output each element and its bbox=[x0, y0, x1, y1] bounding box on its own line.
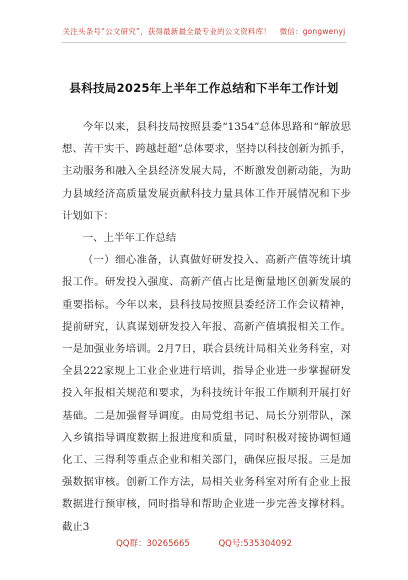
section-heading: 一、上半年工作总结 bbox=[82, 232, 177, 245]
footer-qq-group: QQ群：30265665 bbox=[116, 539, 190, 549]
footer-contact bbox=[0, 537, 408, 549]
document-body bbox=[62, 116, 351, 538]
footer-qq-number: QQ号:535304092 bbox=[218, 539, 292, 549]
header-promo-text: 关注头条号“公文研究”，获得最新最全最专业的公文资料库！ bbox=[62, 27, 271, 36]
document-title: 县科技局2025年上半年工作总结和下半年工作计划 bbox=[69, 81, 339, 95]
header-wechat-id: gongwenyj bbox=[302, 27, 346, 36]
header-promo-banner bbox=[0, 26, 408, 37]
intro-paragraph: 今年以来，县科技局按照县委“1354”总体思路和“解放思想、苦干实干、跨越赶超”总体要求，坚持以科技创新为抓手，主动服务和融入全县经济发展大局，不断激发创新动能，为助力县域经济高质量发展贡献科技力量具体工作开展情况和下步计划如下： bbox=[62, 121, 351, 222]
header-wechat-label: 微信： bbox=[279, 27, 303, 36]
body-paragraph: （一）细心准备，认真做好研发投入、高新产值等统计填报工作。研发投入强度、高新产值占比是衡量地区创新发展的重要指标。今年以来，县科技局按照县委经济工作会议精神，提前研究，认真谋划研发投入年报、高新产值填报相关工作。一是加强业务培训。2月7日，联合县统计局相关业务科室，对全县222家规上工业企业进行培训，指导企业进一步掌握研发投入年报相关规范和要求，为科技统计年报工作顺利开展打好基础。二是加强督导调度。由局党组书记、局长分别带队，深入乡镇指导调度数据上报进度和质量，同时积极对接协调恒通化工、三得利等重点企业和相关部门，确保应报尽报。三是加强数据审核。创新工作方法，局相关业务科室对所有企业上报数据进行预审核，同时指导和帮助企业进一步完善支撑材料。截止3 bbox=[62, 254, 351, 533]
header-divider bbox=[62, 42, 346, 43]
